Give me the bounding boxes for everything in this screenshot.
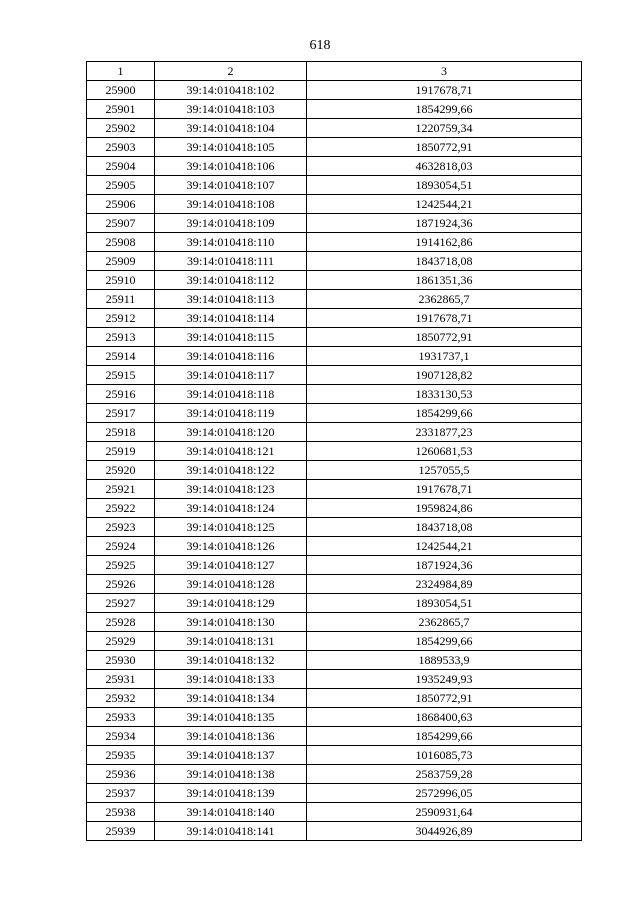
table-row [87, 271, 582, 290]
table-row [87, 195, 582, 214]
cadastral-number-cell: 39:14:010418:107 [155, 176, 307, 195]
row-number-cell: 25922 [87, 499, 155, 518]
cadastral-number-cell: 39:14:010418:103 [155, 100, 307, 119]
table-row [87, 176, 582, 195]
table-row [87, 233, 582, 252]
table-row [87, 727, 582, 746]
row-number-cell: 25934 [87, 727, 155, 746]
row-number-cell: 25903 [87, 138, 155, 157]
cadastral-number-cell: 39:14:010418:102 [155, 81, 307, 100]
table-row [87, 461, 582, 480]
row-number-cell: 25912 [87, 309, 155, 328]
row-number-cell: 25933 [87, 708, 155, 727]
cadastral-number-cell: 39:14:010418:115 [155, 328, 307, 347]
cadastral-number-cell: 39:14:010418:111 [155, 252, 307, 271]
cadastral-number-cell: 39:14:010418:141 [155, 822, 307, 841]
value-cell: 1016085,73 [307, 746, 582, 765]
row-number-cell: 25904 [87, 157, 155, 176]
value-cell: 2362865,7 [307, 613, 582, 632]
cadastral-number-cell: 39:14:010418:138 [155, 765, 307, 784]
table-row [87, 746, 582, 765]
cadastral-number-cell: 39:14:010418:110 [155, 233, 307, 252]
cadastral-number-cell: 39:14:010418:136 [155, 727, 307, 746]
value-cell: 4632818,03 [307, 157, 582, 176]
table-row [87, 309, 582, 328]
table-row [87, 366, 582, 385]
value-cell: 1242544,21 [307, 195, 582, 214]
cadastral-number-cell: 39:14:010418:130 [155, 613, 307, 632]
column-header-1: 1 [87, 62, 155, 81]
row-number-cell: 25937 [87, 784, 155, 803]
row-number-cell: 25921 [87, 480, 155, 499]
cadastral-number-cell: 39:14:010418:126 [155, 537, 307, 556]
cadastral-number-cell: 39:14:010418:119 [155, 404, 307, 423]
table-header-row [87, 62, 582, 81]
row-number-cell: 25931 [87, 670, 155, 689]
cadastral-number-cell: 39:14:010418:124 [155, 499, 307, 518]
row-number-cell: 25908 [87, 233, 155, 252]
table-row [87, 442, 582, 461]
row-number-cell: 25901 [87, 100, 155, 119]
cadastral-number-cell: 39:14:010418:139 [155, 784, 307, 803]
row-number-cell: 25913 [87, 328, 155, 347]
page-number: 618 [309, 38, 331, 53]
value-cell: 1854299,66 [307, 404, 582, 423]
table-row [87, 575, 582, 594]
value-cell: 1871924,36 [307, 214, 582, 233]
value-cell: 1850772,91 [307, 689, 582, 708]
cadastral-number-cell: 39:14:010418:127 [155, 556, 307, 575]
value-cell: 1854299,66 [307, 727, 582, 746]
table-row [87, 157, 582, 176]
row-number-cell: 25900 [87, 81, 155, 100]
row-number-cell: 25907 [87, 214, 155, 233]
row-number-cell: 25919 [87, 442, 155, 461]
table-row [87, 119, 582, 138]
row-number-cell: 25927 [87, 594, 155, 613]
row-number-cell: 25920 [87, 461, 155, 480]
row-number-cell: 25915 [87, 366, 155, 385]
value-cell: 1893054,51 [307, 176, 582, 195]
row-number-cell: 25905 [87, 176, 155, 195]
cadastral-number-cell: 39:14:010418:109 [155, 214, 307, 233]
cadastral-number-cell: 39:14:010418:132 [155, 651, 307, 670]
value-cell: 1907128,82 [307, 366, 582, 385]
table-row [87, 708, 582, 727]
cadastral-number-cell: 39:14:010418:114 [155, 309, 307, 328]
cadastral-number-cell: 39:14:010418:108 [155, 195, 307, 214]
row-number-cell: 25926 [87, 575, 155, 594]
cadastral-number-cell: 39:14:010418:129 [155, 594, 307, 613]
value-cell: 1854299,66 [307, 632, 582, 651]
table-row [87, 784, 582, 803]
value-cell: 1850772,91 [307, 328, 582, 347]
value-cell: 1893054,51 [307, 594, 582, 613]
row-number-cell: 25932 [87, 689, 155, 708]
table-row [87, 385, 582, 404]
value-cell: 2331877,23 [307, 423, 582, 442]
table-row [87, 537, 582, 556]
table-row [87, 632, 582, 651]
table-row [87, 689, 582, 708]
row-number-cell: 25939 [87, 822, 155, 841]
row-number-cell: 25910 [87, 271, 155, 290]
row-number-cell: 25911 [87, 290, 155, 309]
table-row [87, 594, 582, 613]
value-cell: 2324984,89 [307, 575, 582, 594]
row-number-cell: 25936 [87, 765, 155, 784]
table-row [87, 214, 582, 233]
cadastral-number-cell: 39:14:010418:112 [155, 271, 307, 290]
table-row [87, 404, 582, 423]
row-number-cell: 25902 [87, 119, 155, 138]
cadastral-number-cell: 39:14:010418:117 [155, 366, 307, 385]
table-row [87, 803, 582, 822]
row-number-cell: 25938 [87, 803, 155, 822]
cadastral-number-cell: 39:14:010418:134 [155, 689, 307, 708]
table-row [87, 480, 582, 499]
cadastral-number-cell: 39:14:010418:140 [155, 803, 307, 822]
row-number-cell: 25935 [87, 746, 155, 765]
cadastral-number-cell: 39:14:010418:125 [155, 518, 307, 537]
cadastral-number-cell: 39:14:010418:116 [155, 347, 307, 366]
table-row [87, 556, 582, 575]
value-cell: 1833130,53 [307, 385, 582, 404]
value-cell: 1959824,86 [307, 499, 582, 518]
table-row [87, 100, 582, 119]
row-number-cell: 25923 [87, 518, 155, 537]
table-row [87, 499, 582, 518]
value-cell: 2583759,28 [307, 765, 582, 784]
row-number-cell: 25928 [87, 613, 155, 632]
cadastral-number-cell: 39:14:010418:123 [155, 480, 307, 499]
value-cell: 1935249,93 [307, 670, 582, 689]
cadastral-number-cell: 39:14:010418:133 [155, 670, 307, 689]
data-table [86, 61, 582, 841]
value-cell: 1242544,21 [307, 537, 582, 556]
table-row [87, 252, 582, 271]
cadastral-number-cell: 39:14:010418:122 [155, 461, 307, 480]
cadastral-number-cell: 39:14:010418:128 [155, 575, 307, 594]
value-cell: 1843718,08 [307, 252, 582, 271]
cadastral-number-cell: 39:14:010418:105 [155, 138, 307, 157]
table-row [87, 822, 582, 841]
value-cell: 1889533,9 [307, 651, 582, 670]
cadastral-number-cell: 39:14:010418:131 [155, 632, 307, 651]
cadastral-number-cell: 39:14:010418:121 [155, 442, 307, 461]
value-cell: 1843718,08 [307, 518, 582, 537]
table-row [87, 423, 582, 442]
column-header-2: 2 [155, 62, 307, 81]
cadastral-number-cell: 39:14:010418:135 [155, 708, 307, 727]
cadastral-number-cell: 39:14:010418:106 [155, 157, 307, 176]
table-row [87, 670, 582, 689]
cadastral-number-cell: 39:14:010418:137 [155, 746, 307, 765]
row-number-cell: 25930 [87, 651, 155, 670]
value-cell: 1850772,91 [307, 138, 582, 157]
row-number-cell: 25909 [87, 252, 155, 271]
value-cell: 1917678,71 [307, 480, 582, 499]
row-number-cell: 25906 [87, 195, 155, 214]
row-number-cell: 25925 [87, 556, 155, 575]
value-cell: 1931737,1 [307, 347, 582, 366]
value-cell: 1220759,34 [307, 119, 582, 138]
table-row [87, 765, 582, 784]
value-cell: 1914162,86 [307, 233, 582, 252]
row-number-cell: 25918 [87, 423, 155, 442]
value-cell: 1868400,63 [307, 708, 582, 727]
column-header-3: 3 [307, 62, 582, 81]
row-number-cell: 25914 [87, 347, 155, 366]
table-row [87, 81, 582, 100]
value-cell: 1257055,5 [307, 461, 582, 480]
table-row [87, 290, 582, 309]
cadastral-number-cell: 39:14:010418:118 [155, 385, 307, 404]
table-row [87, 613, 582, 632]
table-row [87, 138, 582, 157]
row-number-cell: 25929 [87, 632, 155, 651]
value-cell: 2572996,05 [307, 784, 582, 803]
value-cell: 3044926,89 [307, 822, 582, 841]
cadastral-number-cell: 39:14:010418:104 [155, 119, 307, 138]
value-cell: 2362865,7 [307, 290, 582, 309]
table-row [87, 651, 582, 670]
value-cell: 2590931,64 [307, 803, 582, 822]
row-number-cell: 25917 [87, 404, 155, 423]
row-number-cell: 25924 [87, 537, 155, 556]
value-cell: 1854299,66 [307, 100, 582, 119]
table-body [87, 81, 582, 841]
table-row [87, 518, 582, 537]
value-cell: 1917678,71 [307, 309, 582, 328]
table-row [87, 347, 582, 366]
value-cell: 1861351,36 [307, 271, 582, 290]
table-row [87, 328, 582, 347]
value-cell: 1260681,53 [307, 442, 582, 461]
cadastral-number-cell: 39:14:010418:120 [155, 423, 307, 442]
value-cell: 1917678,71 [307, 81, 582, 100]
row-number-cell: 25916 [87, 385, 155, 404]
value-cell: 1871924,36 [307, 556, 582, 575]
cadastral-number-cell: 39:14:010418:113 [155, 290, 307, 309]
